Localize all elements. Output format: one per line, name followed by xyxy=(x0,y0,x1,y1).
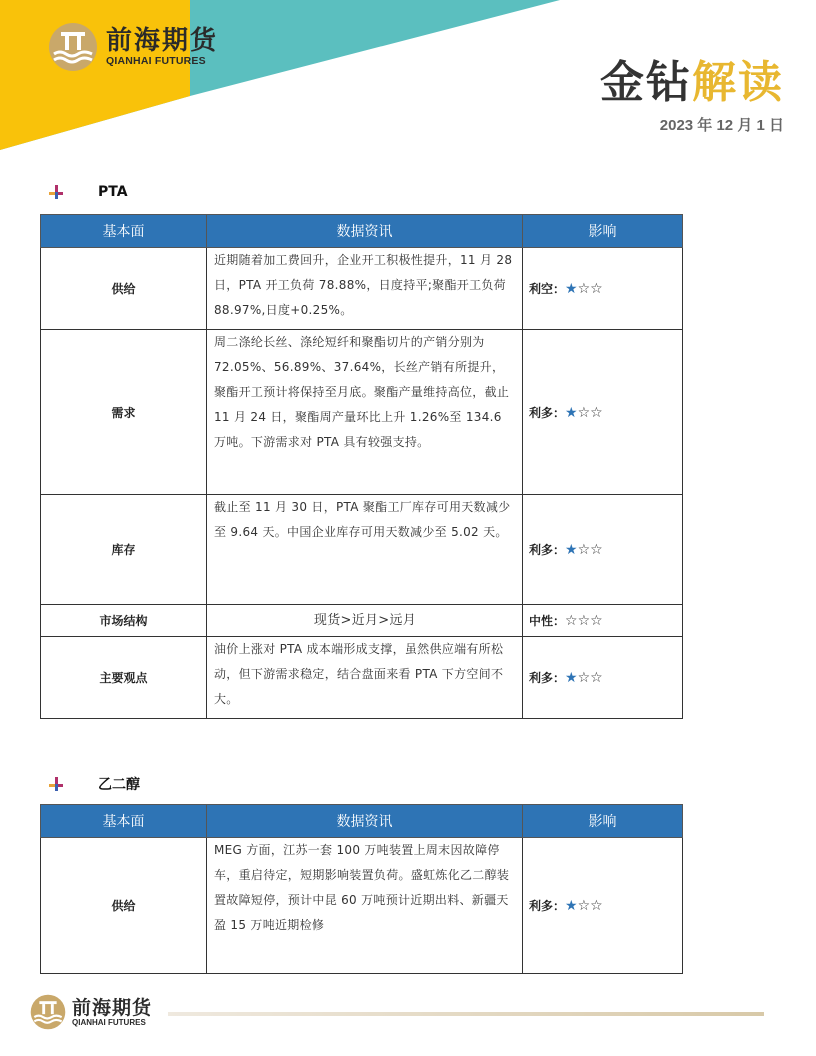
star-filled-icon: ★ xyxy=(565,281,578,297)
section-title: 乙二醇 xyxy=(98,777,140,793)
star-rating xyxy=(565,898,603,914)
row-info: MEG 方面，江苏一套 100 万吨装置上周末因故障停车，重启待定，短期影响装置负荷。盛虹炼化乙二醇装置故障短停，预计中昆 60 万吨预计近期出料、新疆天盈 15 万吨近期检修 xyxy=(207,838,523,974)
column-header: 数据资讯 xyxy=(207,805,523,838)
impact-label: 利多： xyxy=(529,899,566,913)
row-info: 油价上涨对 PTA 成本端形成支撑，虽然供应端有所松动，但下游需求稳定，结合盘面来看 PTA 下方空间不大。 xyxy=(207,637,523,719)
table-row xyxy=(41,330,683,495)
row-info: 周二涤纶长丝、涤纶短纤和聚酯切片的产销分别为 72.05%、56.89%、37.64%，长丝产销有所提升，聚酯开工预计将保持至月底。聚酯产量维持高位，截止 11 月 24 日，聚酯周产量环比上升 1.26%至 134.6 万吨。下游需求对 PTA 具有较强支持。 xyxy=(207,330,523,495)
row-impact xyxy=(523,248,683,330)
star-filled-icon: ★ xyxy=(565,670,578,686)
column-header: 基本面 xyxy=(41,805,207,838)
row-category: 供给 xyxy=(41,838,207,974)
section-bullet-icon xyxy=(48,184,64,200)
footer-logo xyxy=(30,994,152,1030)
table-row xyxy=(41,495,683,605)
column-header: 数据资讯 xyxy=(207,215,523,248)
section-heading-meg xyxy=(48,774,140,794)
row-info: 近期随着加工费回升，企业开工积极性提升，11 月 28 日，PTA 开工负荷 78.88%，日度持平;聚酯开工负荷 88.97%,日度+0.25%。 xyxy=(207,248,523,330)
column-header: 基本面 xyxy=(41,215,207,248)
impact-label: 利多： xyxy=(529,405,566,420)
report-date: 2023 年 12 月 1 日 xyxy=(659,117,784,134)
star-filled-icon: ★ xyxy=(565,898,578,914)
footer-brand-cn: 前海期货 xyxy=(72,996,153,1019)
row-impact xyxy=(523,330,683,495)
row-impact xyxy=(523,605,683,637)
star-empty-icon: ☆☆ xyxy=(577,898,603,914)
table-row xyxy=(41,605,683,637)
impact-label: 利多： xyxy=(529,671,566,685)
column-header: 影响 xyxy=(523,215,683,248)
row-info: 现货>近月>远月 xyxy=(207,605,523,637)
section-title: PTA xyxy=(98,184,128,200)
star-filled-icon: ★ xyxy=(565,542,578,558)
row-info: 截止至 11 月 30 日，PTA 聚酯工厂库存可用天数减少至 9.64 天。中国企业库存可用天数减少至 5.02 天。 xyxy=(207,495,523,605)
impact-label: 利空： xyxy=(529,282,566,296)
row-impact xyxy=(523,495,683,605)
table-row xyxy=(41,248,683,330)
section-bullet-icon xyxy=(48,776,64,792)
star-rating xyxy=(565,281,603,297)
row-category: 库存 xyxy=(41,495,207,605)
brand-name-en: QIANHAI FUTURES xyxy=(106,55,206,67)
star-rating xyxy=(565,405,603,421)
table-row xyxy=(41,637,683,719)
star-empty-icon: ☆☆ xyxy=(577,670,603,686)
section-heading-pta xyxy=(48,184,128,200)
row-category: 供给 xyxy=(41,248,207,330)
wave-logo-icon xyxy=(48,22,98,72)
star-empty-icon: ☆☆ xyxy=(577,404,603,421)
row-category: 需求 xyxy=(41,330,207,495)
star-rating xyxy=(565,542,603,558)
row-impact xyxy=(523,838,683,974)
star-empty-icon: ☆☆ xyxy=(577,281,603,297)
wave-logo-icon xyxy=(30,994,66,1030)
meg-table xyxy=(40,804,683,974)
footer-brand-en: QIANHAI FUTURES xyxy=(72,1017,146,1027)
report-title-part1: 金钻 xyxy=(600,57,692,108)
star-empty-icon: ☆☆☆ xyxy=(565,613,603,629)
pta-table xyxy=(40,214,683,719)
star-rating xyxy=(565,670,603,686)
brand-name-cn: 前海期货 xyxy=(106,26,219,56)
table-header-row xyxy=(41,805,683,838)
brand-logo xyxy=(48,22,218,72)
footer-divider xyxy=(168,1012,764,1016)
row-category: 主要观点 xyxy=(41,637,207,719)
report-title-part2: 解读 xyxy=(692,57,784,108)
star-empty-icon: ☆☆ xyxy=(577,542,603,558)
row-impact xyxy=(523,637,683,719)
table-header-row xyxy=(41,215,683,248)
impact-label: 利多： xyxy=(529,543,566,557)
report-title xyxy=(600,46,784,110)
star-filled-icon: ★ xyxy=(565,404,578,421)
impact-label: 中性： xyxy=(529,614,566,628)
star-rating xyxy=(565,613,603,629)
table-row xyxy=(41,838,683,974)
column-header: 影响 xyxy=(523,805,683,838)
row-category: 市场结构 xyxy=(41,605,207,637)
